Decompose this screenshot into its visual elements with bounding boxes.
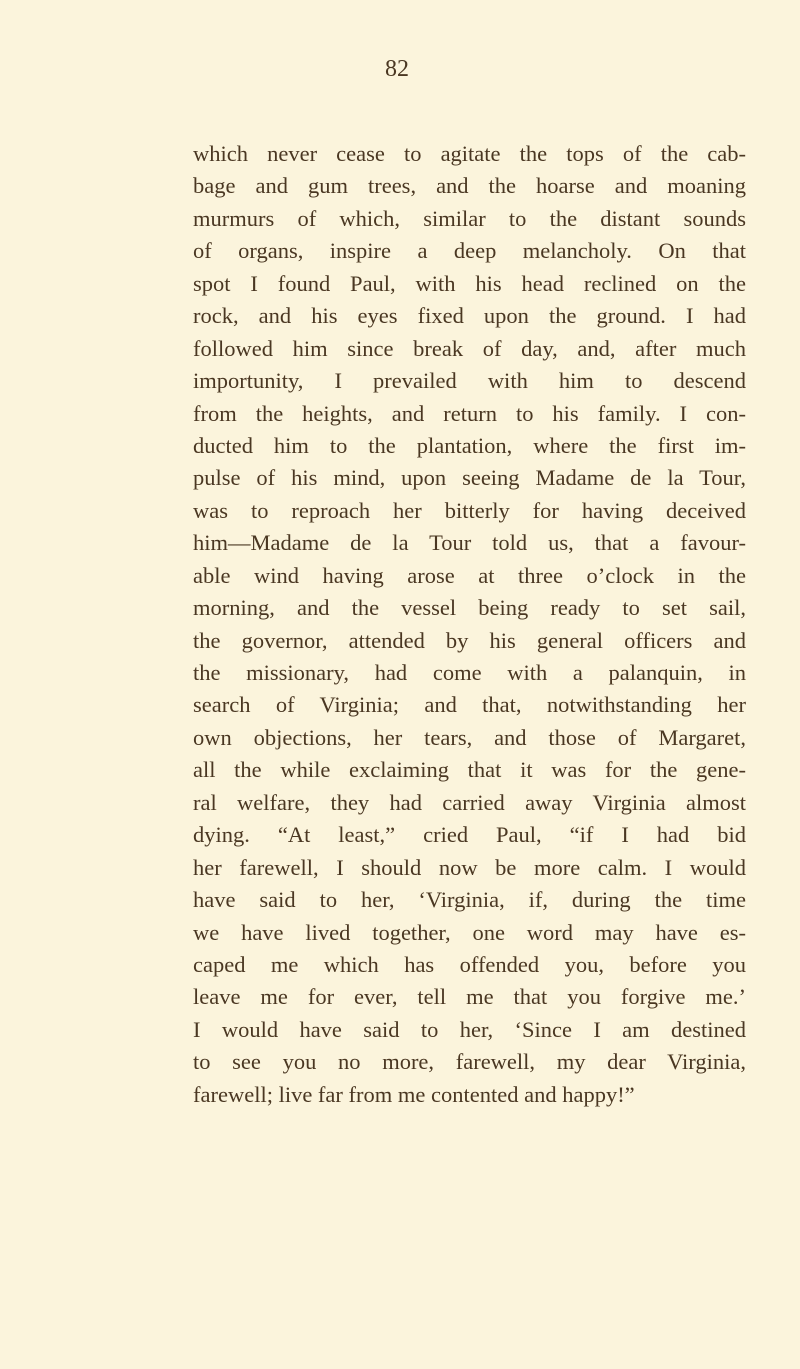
text-line: own objections, her tears, and those of Margaret, xyxy=(193,724,746,750)
text-line: her farewell, I should now be more calm. I would xyxy=(193,854,746,880)
text-line: have said to her, ‘Virginia, if, during the time xyxy=(193,887,746,913)
text-line: I would have said to her, ‘Since I am destined xyxy=(193,1016,746,1042)
text-line: morning, and the vessel being ready to set sail, xyxy=(193,595,746,621)
text-line: the missionary, had come with a palanquin, in xyxy=(193,660,746,685)
text-line: importunity, I prevailed with him to descend xyxy=(193,368,746,394)
text-line: spot I found Paul, with his head reclined on the xyxy=(193,270,746,296)
text-line: bage and gum trees, and the hoarse and moaning xyxy=(193,173,746,199)
text-line: able wind having arose at three o’clock in the xyxy=(193,562,746,588)
text-line: ral welfare, they had carried away Virginia almost xyxy=(193,789,746,815)
text-line: him—Madame de la Tour told us, that a favour- xyxy=(193,530,746,556)
text-line: of organs, inspire a deep melancholy. On that xyxy=(193,238,746,264)
text-line: rock, and his eyes fixed upon the ground. I had xyxy=(193,303,746,329)
text-line: was to reproach her bitterly for having deceived xyxy=(193,497,746,523)
text-line: which never cease to agitate the tops of the cab- xyxy=(193,141,746,166)
text-line: all the while exclaiming that it was for the gene- xyxy=(193,757,746,783)
text-line: leave me for ever, tell me that you forgive me.’ xyxy=(193,984,746,1010)
text-line: followed him since break of day, and, after much xyxy=(193,335,746,361)
body-text xyxy=(193,138,746,1111)
page-number: 82 xyxy=(385,56,409,82)
text-line: the governor, attended by his general officers and xyxy=(193,627,746,653)
text-line: we have lived together, one word may have es- xyxy=(193,919,746,945)
text-line: pulse of his mind, upon seeing Madame de la Tour, xyxy=(193,465,746,491)
text-line: search of Virginia; and that, notwithstanding her xyxy=(193,692,746,718)
text-line: murmurs of which, similar to the distant sounds xyxy=(193,205,746,231)
text-line: from the heights, and return to his family. I con- xyxy=(193,400,746,426)
text-line: farewell; live far from me contented and happy!” xyxy=(193,1081,635,1107)
text-line: caped me which has offended you, before you xyxy=(193,951,746,977)
text-line: dying. “At least,” cried Paul, “if I had bid xyxy=(193,822,746,848)
text-line: to see you no more, farewell, my dear Virginia, xyxy=(193,1049,746,1075)
text-line: ducted him to the plantation, where the first im- xyxy=(193,432,746,458)
